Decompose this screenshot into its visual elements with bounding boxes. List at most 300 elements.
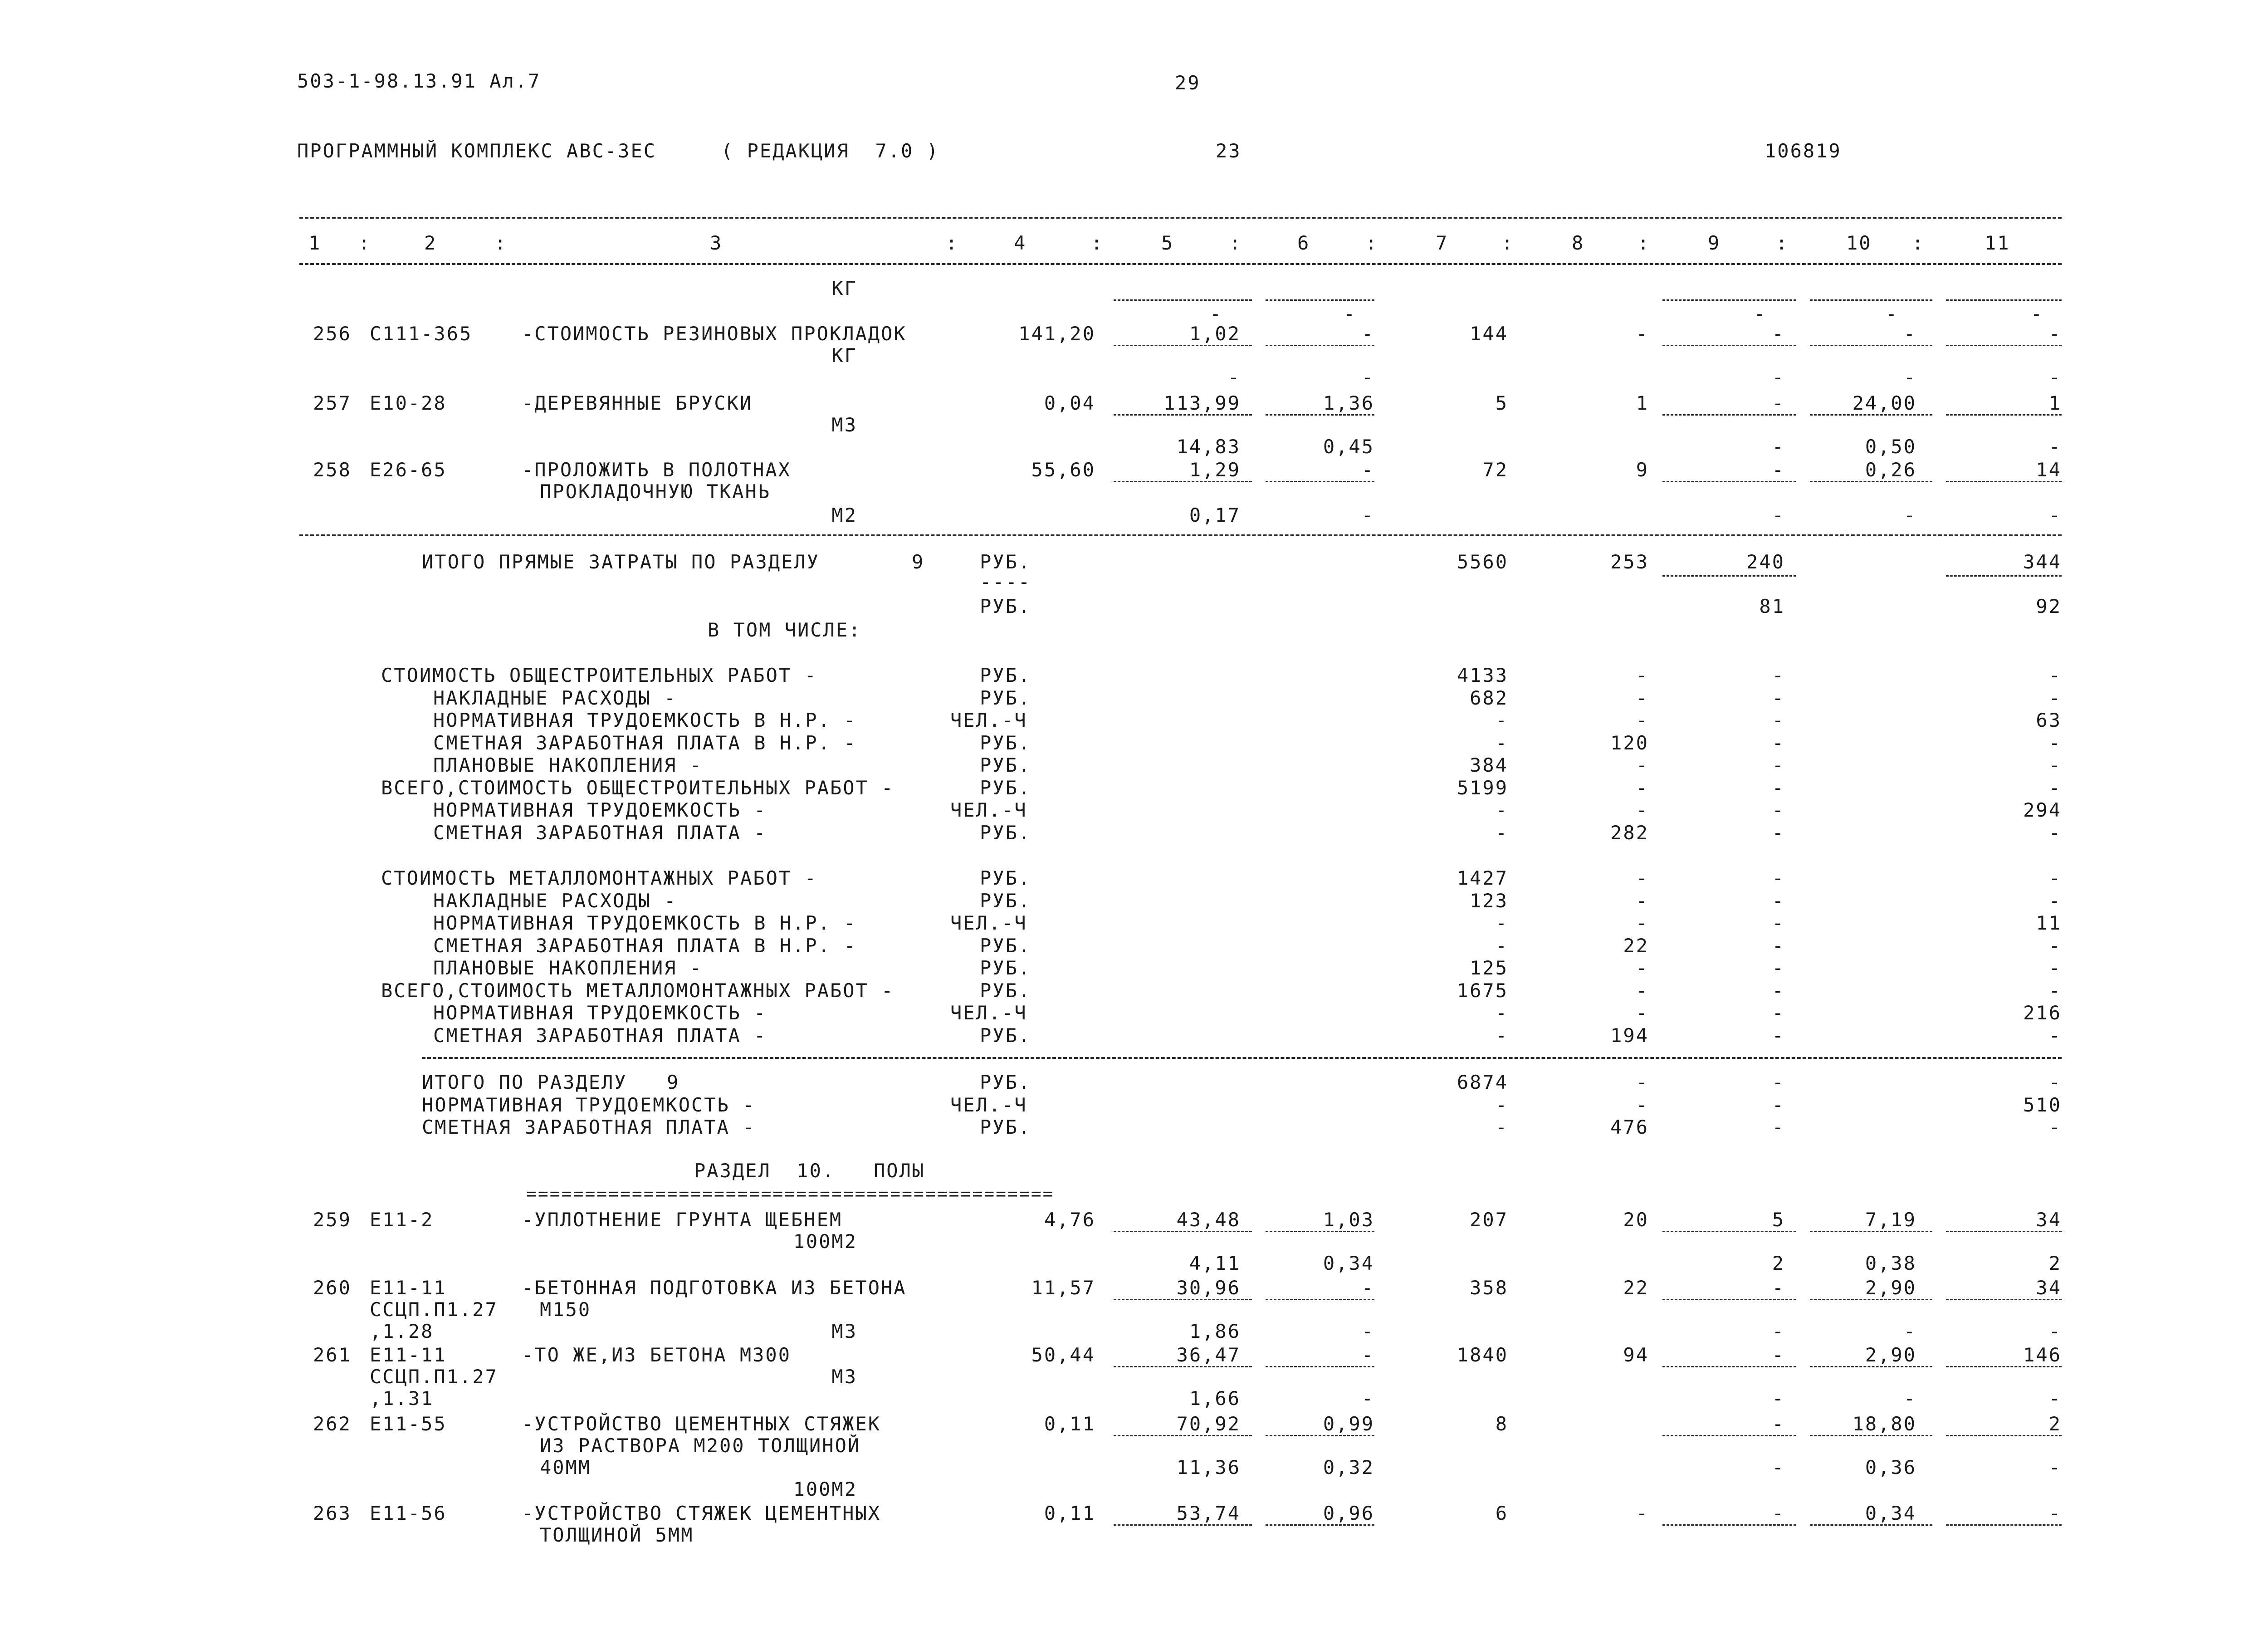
column-separator: : [946, 232, 959, 254]
general-works-label-6: НОРМАТИВНАЯ ТРУДОЕМКОСТЬ - [433, 799, 767, 821]
cell-divider-c10 [1810, 1366, 1932, 1367]
general-works-0-c11: - [2048, 664, 2062, 686]
row-256-c11: - [2048, 323, 2062, 345]
table-top-rule [299, 217, 2062, 219]
cell-divider-c6 [1266, 481, 1374, 482]
row-258-lower-c6: - [1361, 504, 1374, 526]
column-separator: : [1637, 232, 1651, 254]
cell-divider-c9 [1662, 1366, 1796, 1367]
mark-c10b: - [1885, 303, 1898, 325]
metal-works-label-5: ВСЕГО,СТОИМОСТЬ МЕТАЛЛОМОНТАЖНЫХ РАБОТ - [381, 979, 894, 1002]
metal-works-label-6: НОРМАТИВНАЯ ТРУДОЕМКОСТЬ - [433, 1002, 767, 1024]
metal-works-label-0: СТОИМОСТЬ МЕТАЛЛОМОНТАЖНЫХ РАБОТ - [381, 867, 817, 889]
row-258-c10: 0,26 [1865, 459, 1916, 481]
row-261-lower-c5: 1,66 [1189, 1387, 1241, 1410]
row-257-number: 257 [313, 392, 352, 414]
row-262-unit: 100М2 [793, 1478, 857, 1500]
mark-c9b: - [1754, 303, 1767, 325]
row-263-code: Е11-56 [370, 1502, 447, 1524]
including-label: В ТОМ ЧИСЛЕ: [708, 619, 862, 641]
section9-total-unit: РУБ. [980, 551, 1031, 573]
cell-divider-c10 [1810, 414, 1932, 416]
row-259-c9: 5 [1772, 1209, 1785, 1231]
row-258-c8: 9 [1636, 459, 1649, 481]
general-works-3-c9: - [1772, 731, 1785, 754]
row-259-lower-c6: 0,34 [1323, 1252, 1374, 1274]
cell-divider-c6 [1266, 299, 1374, 301]
metal-works-4-c9: - [1772, 957, 1785, 979]
row-256-lower-c6: - [1361, 366, 1374, 388]
row-256-lower-c5: - [1227, 366, 1241, 388]
metal-works-6-c9: - [1772, 1002, 1785, 1024]
row-259-c6: 1,03 [1323, 1209, 1374, 1231]
metal-works-1-c8: - [1636, 889, 1649, 912]
column-header-8: 8 [1572, 232, 1585, 254]
row-257-c5: 113,99 [1163, 392, 1241, 414]
mark-c5b: - [1209, 303, 1222, 325]
section10-title: РАЗДЕЛ 10. ПОЛЫ [694, 1160, 925, 1182]
cell-divider-c11 [1946, 414, 2062, 416]
general-works-4-c9: - [1772, 754, 1785, 776]
column-header-10: 10 [1846, 232, 1872, 254]
general-works-unit-0: РУБ. [980, 664, 1031, 686]
row-256-c5: 1,02 [1189, 323, 1241, 345]
general-works-label-7: СМЕТНАЯ ЗАРАБОТНАЯ ПЛАТА - [433, 821, 767, 844]
row-256-unit: КГ [831, 344, 857, 367]
row-259-unit: 100М2 [793, 1230, 857, 1253]
row-258-lower-c10: - [1903, 504, 1916, 526]
general-works-0-c9: - [1772, 664, 1785, 686]
row-261-c7: 1840 [1457, 1344, 1508, 1366]
row-259-c4: 4,76 [1044, 1209, 1095, 1231]
column-separator: : [494, 232, 508, 254]
row-259-lower-c9: 2 [1772, 1252, 1785, 1274]
row-262-c11: 2 [2048, 1413, 2062, 1435]
general-works-4-c7: 384 [1470, 754, 1508, 776]
row-257-c8: 1 [1636, 392, 1649, 414]
general-works-6-c8: - [1636, 799, 1649, 821]
row-256-c9: - [1772, 323, 1785, 345]
metal-works-2-c11: 11 [2036, 912, 2062, 934]
column-header-6: 6 [1297, 232, 1310, 254]
row-262-code: Е11-55 [370, 1413, 447, 1435]
cell-divider-c9 [1662, 481, 1796, 482]
row-258-lower-c9: - [1772, 504, 1785, 526]
metal-works-6-c11: 216 [2023, 1002, 2062, 1024]
row-262-lower-c6: 0,32 [1323, 1456, 1374, 1478]
section9-total-c7: 5560 [1457, 551, 1508, 573]
general-works-label-1: НАКЛАДНЫЕ РАСХОДЫ - [433, 686, 677, 709]
section-total-0-c8: - [1636, 1071, 1649, 1093]
row-260-lower-c6: - [1361, 1320, 1374, 1342]
row-260-c10: 2,90 [1865, 1277, 1916, 1299]
general-works-3-c11: - [2048, 731, 2062, 754]
row-260-c8: 22 [1623, 1277, 1649, 1299]
general-works-label-3: СМЕТНАЯ ЗАРАБОТНАЯ ПЛАТА В Н.Р. - [433, 731, 857, 754]
column-header-7: 7 [1436, 232, 1449, 254]
section-total-0-c9: - [1772, 1071, 1785, 1093]
general-works-5-c11: - [2048, 776, 2062, 799]
row-262-lower-c5: 11,36 [1176, 1456, 1241, 1478]
row-260-code-cont2: ,1.28 [370, 1320, 434, 1342]
metal-works-unit-7: РУБ. [980, 1024, 1031, 1047]
column-header-2: 2 [424, 232, 437, 254]
row-260-name-cont: М150 [540, 1298, 591, 1321]
section-total-unit-2: РУБ. [980, 1116, 1031, 1138]
cell-divider-c5 [1114, 414, 1252, 416]
row-257-c9: - [1772, 392, 1785, 414]
row-259-c5: 43,48 [1176, 1209, 1241, 1231]
row-256-lower-c11: - [2048, 366, 2062, 388]
row-258-c5: 1,29 [1189, 459, 1241, 481]
metal-works-7-c8: 194 [1610, 1024, 1649, 1047]
row-262-lower-c10: 0,36 [1865, 1456, 1916, 1478]
row-261-lower-c6: - [1361, 1387, 1374, 1410]
metal-works-unit-4: РУБ. [980, 957, 1031, 979]
row-260-c6: - [1361, 1277, 1374, 1299]
row-260-number: 260 [313, 1277, 352, 1299]
cell-divider-c9 [1662, 414, 1796, 416]
section9-total-rule [299, 534, 2062, 536]
section9-total-dash: ---- [980, 571, 1031, 593]
section-total-label-0: ИТОГО ПО РАЗДЕЛУ [422, 1071, 627, 1093]
metal-works-7-c9: - [1772, 1024, 1785, 1047]
general-works-7-c7: - [1495, 821, 1508, 844]
cell-divider-c9 [1662, 299, 1796, 301]
page-number: 29 [1175, 72, 1201, 94]
row-258-name-cont: ПРОКЛАДОЧНУЮ ТКАНЬ [540, 480, 771, 503]
column-header-5: 5 [1161, 232, 1174, 254]
general-works-6-c9: - [1772, 799, 1785, 821]
row-260-lower-c11: - [2048, 1320, 2062, 1342]
row-260-name: -БЕТОННАЯ ПОДГОТОВКА ИЗ БЕТОНА [522, 1277, 907, 1299]
general-works-6-c11: 294 [2023, 799, 2062, 821]
cell-divider-c9 [1662, 1231, 1796, 1232]
metal-works-label-2: НОРМАТИВНАЯ ТРУДОЕМКОСТЬ В Н.Р. - [433, 912, 857, 934]
row-261-c5: 36,47 [1176, 1344, 1241, 1366]
row-257-lower-c5: 14,83 [1176, 436, 1241, 458]
row-257-c11: 1 [2048, 392, 2062, 414]
section-total-1-c8: - [1636, 1093, 1649, 1116]
cell-divider-c5 [1114, 481, 1252, 482]
cell-divider-c11 [1946, 1524, 2062, 1526]
row-262-lower-c9: - [1772, 1456, 1785, 1478]
column-header-9: 9 [1708, 232, 1721, 254]
column-separator: : [1365, 232, 1378, 254]
row-261-code-cont: ССЦП.П1.27 [370, 1366, 498, 1388]
row-257-c10: 24,00 [1852, 392, 1916, 414]
row-258-c11: 14 [2036, 459, 2062, 481]
row-260-c5: 30,96 [1176, 1277, 1241, 1299]
row-259-lower-c5: 4,11 [1189, 1252, 1241, 1274]
metal-works-unit-2: ЧЕЛ.-Ч [950, 912, 1027, 934]
cell-divider-c9 [1662, 1435, 1796, 1436]
section9-total-c11: 344 [2023, 551, 2062, 573]
metal-works-1-c9: - [1772, 889, 1785, 912]
column-header-11: 11 [1984, 232, 2010, 254]
row-258-lower-c11: - [2048, 504, 2062, 526]
cell-divider-c11 [1946, 1435, 2062, 1436]
general-works-unit-7: РУБ. [980, 821, 1031, 844]
mark-c11b: - [2030, 303, 2043, 325]
column-separator: : [1229, 232, 1242, 254]
cell-divider-c11 [1946, 299, 2062, 301]
section-total-unit-1: ЧЕЛ.-Ч [950, 1093, 1027, 1116]
row-259-number: 259 [313, 1209, 352, 1231]
row-257-unit: М3 [831, 414, 857, 436]
column-header-1: 1 [308, 232, 322, 254]
row-261-c4: 50,44 [1031, 1344, 1095, 1366]
row-263-c5: 53,74 [1176, 1502, 1241, 1524]
row-260-lower-c9: - [1772, 1320, 1785, 1342]
general-works-0-c8: - [1636, 664, 1649, 686]
metal-works-5-c8: - [1636, 979, 1649, 1002]
row-258-c9: - [1772, 459, 1785, 481]
metal-works-6-c7: - [1495, 1002, 1508, 1024]
metal-works-0-c9: - [1772, 867, 1785, 889]
cell-divider-c6 [1266, 1231, 1374, 1232]
section-total-1-c9: - [1772, 1093, 1785, 1116]
row-261-name: -ТО ЖЕ,ИЗ БЕТОНА М300 [522, 1344, 792, 1366]
cell-divider-c10 [1810, 1299, 1932, 1300]
metal-works-unit-5: РУБ. [980, 979, 1031, 1002]
row-256-c8: - [1636, 323, 1649, 345]
section-total-2-c7: - [1495, 1116, 1508, 1138]
metal-works-5-c9: - [1772, 979, 1785, 1002]
column-separator: : [1091, 232, 1104, 254]
row-263-name: -УСТРОЙСТВО СТЯЖЕК ЦЕМЕНТНЫХ [522, 1502, 881, 1524]
row-261-unit: М3 [831, 1366, 857, 1388]
unit-label: КГ [831, 277, 857, 299]
cell-divider-c10 [1810, 1524, 1932, 1526]
metal-works-3-c9: - [1772, 934, 1785, 957]
metal-works-0-c7: 1427 [1457, 867, 1508, 889]
general-works-1-c9: - [1772, 686, 1785, 709]
cell-divider-c11 [1946, 1366, 2062, 1367]
row-262-c7: 8 [1495, 1413, 1508, 1435]
metal-works-label-3: СМЕТНАЯ ЗАРАБОТНАЯ ПЛАТА В Н.Р. - [433, 934, 857, 957]
row-260-code: Е11-11 [370, 1277, 447, 1299]
column-separator: : [1912, 232, 1925, 254]
job-number: 106819 [1765, 140, 1842, 162]
cell-divider-c11 [1946, 1299, 2062, 1300]
row-258-code: Е26-65 [370, 459, 447, 481]
row-259-c10: 7,19 [1865, 1209, 1916, 1231]
general-works-6-c7: - [1495, 799, 1508, 821]
general-works-3-c7: - [1495, 731, 1508, 754]
cell-divider-c6 [1266, 1366, 1374, 1367]
general-works-unit-1: РУБ. [980, 686, 1031, 709]
metal-works-4-c7: 125 [1470, 957, 1508, 979]
cell-divider-c11 [1946, 575, 2062, 577]
cell-divider-c9 [1662, 1524, 1796, 1526]
row-257-lower-c11: - [2048, 436, 2062, 458]
row-256-number: 256 [313, 323, 352, 345]
metal-works-1-c11: - [2048, 889, 2062, 912]
row-263-c6: 0,96 [1323, 1502, 1374, 1524]
cell-divider-c5 [1114, 1366, 1252, 1367]
metal-works-6-c8: - [1636, 1002, 1649, 1024]
general-works-1-c7: 682 [1470, 686, 1508, 709]
row-262-c5: 70,92 [1176, 1413, 1241, 1435]
metal-works-2-c9: - [1772, 912, 1785, 934]
program-name: ПРОГРАММНЫЙ КОМПЛЕКС АВС-3ЕС [297, 140, 657, 162]
row-262-number: 262 [313, 1413, 352, 1435]
general-works-3-c8: 120 [1610, 731, 1649, 754]
general-works-5-c9: - [1772, 776, 1785, 799]
row-260-c7: 358 [1470, 1277, 1508, 1299]
general-works-2-c8: - [1636, 709, 1649, 731]
row-256-code: С111-365 [370, 323, 473, 345]
row-259-name: -УПЛОТНЕНИЕ ГРУНТА ЩЕБНЕМ [522, 1209, 843, 1231]
general-works-unit-4: РУБ. [980, 754, 1031, 776]
row-259-code: Е11-2 [370, 1209, 434, 1231]
general-works-label-0: СТОИМОСТЬ ОБЩЕСТРОИТЕЛЬНЫХ РАБОТ - [381, 664, 817, 686]
cell-divider-c6 [1266, 414, 1374, 416]
cell-divider-c10 [1810, 481, 1932, 482]
table-header-rule [299, 263, 2062, 265]
general-works-label-5: ВСЕГО,СТОИМОСТЬ ОБЩЕСТРОИТЕЛЬНЫХ РАБОТ - [381, 776, 894, 799]
row-258-c4: 55,60 [1031, 459, 1095, 481]
section-total-1-c11: 510 [2023, 1093, 2062, 1116]
cell-divider-c6 [1266, 1435, 1374, 1436]
row-261-lower-c10: - [1903, 1387, 1916, 1410]
cell-divider-c10 [1810, 299, 1932, 301]
metal-works-0-c8: - [1636, 867, 1649, 889]
metal-works-7-c11: - [2048, 1024, 2062, 1047]
general-works-unit-5: РУБ. [980, 776, 1031, 799]
section9-total-c9: 240 [1746, 551, 1785, 573]
general-works-label-2: НОРМАТИВНАЯ ТРУДОЕМКОСТЬ В Н.Р. - [433, 709, 857, 731]
column-separator: : [358, 232, 371, 254]
row-257-c7: 5 [1495, 392, 1508, 414]
metal-works-label-1: НАКЛАДНЫЕ РАСХОДЫ - [433, 889, 677, 912]
row-257-code: Е10-28 [370, 392, 447, 414]
row-258-lower-c5: 0,17 [1189, 504, 1241, 526]
column-header-4: 4 [1014, 232, 1027, 254]
general-works-5-c8: - [1636, 776, 1649, 799]
section9-total-section: 9 [912, 551, 925, 573]
row-262-c10: 18,80 [1852, 1413, 1916, 1435]
general-works-unit-2: ЧЕЛ.-Ч [950, 709, 1027, 731]
row-258-c7: 72 [1482, 459, 1508, 481]
metal-works-label-7: СМЕТНАЯ ЗАРАБОТНАЯ ПЛАТА - [433, 1024, 767, 1047]
general-works-1-c8: - [1636, 686, 1649, 709]
row-263-c7: 6 [1495, 1502, 1508, 1524]
cell-divider-c11 [1946, 1231, 2062, 1232]
metal-works-5-c11: - [2048, 979, 2062, 1002]
cell-divider-c5 [1114, 1435, 1252, 1436]
section-total-2-c8: 476 [1610, 1116, 1649, 1138]
row-257-c4: 0,04 [1044, 392, 1095, 414]
row-262-name: -УСТРОЙСТВО ЦЕМЕНТНЫХ СТЯЖЕК [522, 1413, 881, 1435]
section-total-2-c11: - [2048, 1116, 2062, 1138]
row-258-name: -ПРОЛОЖИТЬ В ПОЛОТНАХ [522, 459, 792, 481]
section9-total-label: ИТОГО ПРЯМЫЕ ЗАТРАТЫ ПО РАЗДЕЛУ [422, 551, 820, 573]
row-260-c4: 11,57 [1031, 1277, 1095, 1299]
row-262-name-cont2: 40ММ [540, 1456, 591, 1478]
section9-total-lower-c9: 81 [1759, 595, 1785, 617]
metal-works-7-c7: - [1495, 1024, 1508, 1047]
metal-works-2-c8: - [1636, 912, 1649, 934]
row-259-c8: 20 [1623, 1209, 1649, 1231]
general-works-0-c7: 4133 [1457, 664, 1508, 686]
row-262-c6: 0,99 [1323, 1413, 1374, 1435]
metal-works-unit-6: ЧЕЛ.-Ч [950, 1002, 1027, 1024]
row-263-c9: - [1772, 1502, 1785, 1524]
cell-divider-c11 [1946, 345, 2062, 346]
general-works-2-c9: - [1772, 709, 1785, 731]
sheet-number: 23 [1216, 140, 1242, 162]
edition: ( РЕДАКЦИЯ 7.0 ) [721, 140, 939, 162]
section10-underline: ============================================= [526, 1184, 1055, 1204]
cell-divider-c9 [1662, 1299, 1796, 1300]
row-257-lower-c9: - [1772, 436, 1785, 458]
row-257-lower-c6: 0,45 [1323, 436, 1374, 458]
row-256-c7: 144 [1470, 323, 1508, 345]
metal-works-unit-0: РУБ. [980, 867, 1031, 889]
row-256-lower-c9: - [1772, 366, 1785, 388]
cell-divider-c10 [1810, 1231, 1932, 1232]
row-259-lower-c11: 2 [2048, 1252, 2062, 1274]
row-260-c11: 34 [2036, 1277, 2062, 1299]
general-works-2-c11: 63 [2036, 709, 2062, 731]
metal-works-4-c11: - [2048, 957, 2062, 979]
row-257-c6: 1,36 [1323, 392, 1374, 414]
cell-divider-c6 [1266, 1524, 1374, 1526]
cell-divider-c10 [1810, 345, 1932, 346]
column-separator: : [1776, 232, 1789, 254]
metal-works-2-c7: - [1495, 912, 1508, 934]
metal-works-3-c11: - [2048, 934, 2062, 957]
row-258-c6: - [1361, 459, 1374, 481]
row-262-c9: - [1772, 1413, 1785, 1435]
row-259-lower-c10: 0,38 [1865, 1252, 1916, 1274]
row-263-c4: 0,11 [1044, 1502, 1095, 1524]
metal-works-5-c7: 1675 [1457, 979, 1508, 1002]
mark-c6b: - [1343, 303, 1356, 325]
general-works-2-c7: - [1495, 709, 1508, 731]
row-260-lower-c5: 1,86 [1189, 1320, 1241, 1342]
metal-works-unit-1: РУБ. [980, 889, 1031, 912]
row-263-c8: - [1636, 1502, 1649, 1524]
row-261-c6: - [1361, 1344, 1374, 1366]
row-261-number: 261 [313, 1344, 352, 1366]
row-258-number: 258 [313, 459, 352, 481]
row-259-c7: 207 [1470, 1209, 1508, 1231]
column-header-3: 3 [710, 232, 723, 254]
row-260-unit: М3 [831, 1320, 857, 1342]
general-works-4-c11: - [2048, 754, 2062, 776]
general-works-unit-3: РУБ. [980, 731, 1031, 754]
cell-divider-c5 [1114, 1299, 1252, 1300]
row-261-code: Е11-11 [370, 1344, 447, 1366]
row-260-c9: - [1772, 1277, 1785, 1299]
row-263-number: 263 [313, 1502, 352, 1524]
row-257-name: -ДЕРЕВЯННЫЕ БРУСКИ [522, 392, 753, 414]
section9-total-c8: 253 [1610, 551, 1649, 573]
cell-divider-c6 [1266, 345, 1374, 346]
general-works-4-c8: - [1636, 754, 1649, 776]
row-256-lower-c10: - [1903, 366, 1916, 388]
row-256-c4: 141,20 [1018, 323, 1095, 345]
cell-divider-c11 [1946, 481, 2062, 482]
cell-divider-c6 [1266, 1299, 1374, 1300]
row-261-c11: 146 [2023, 1344, 2062, 1366]
row-261-lower-c11: - [2048, 1387, 2062, 1410]
row-263-c11: - [2048, 1502, 2062, 1524]
metal-works-label-4: ПЛАНОВЫЕ НАКОПЛЕНИЯ - [433, 957, 703, 979]
